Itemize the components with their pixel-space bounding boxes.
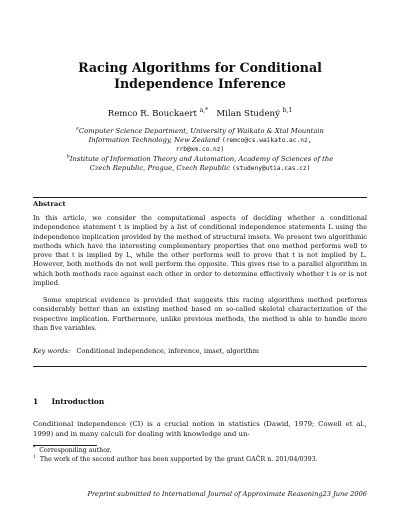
affiliation-line: Institute of Information Theory and Automation, Academy of Sciences of the — [69, 155, 334, 163]
abstract-paragraph: Some empirical evidence is provided that suggests this racing algorithms method performs considerably better than an existing method based on so-called skeletal characterization of the respective implication. Furthermore, unlike previous methods, the method is able to handle more than five variables. — [33, 296, 367, 332]
footnote-mark: 1 — [33, 454, 36, 460]
abstract-heading: Abstract — [33, 200, 66, 208]
affiliation-email: (studeny@utia.cas.cz) — [232, 165, 311, 172]
abstract-top-rule — [33, 197, 367, 198]
title-line-2: Independence Inference — [114, 76, 286, 91]
affiliation-email: rrb@xm.co.nz) — [175, 146, 225, 153]
title-line-1: Racing Algorithms for Conditional — [78, 60, 322, 75]
author-list — [40, 109, 360, 120]
keywords — [33, 347, 367, 355]
footnote — [33, 456, 367, 465]
section-title: Introduction — [51, 397, 105, 406]
section-number: 1 — [33, 397, 39, 406]
affiliation-line: Information Technology, New Zealand — [88, 136, 220, 144]
footnote-rule — [33, 445, 97, 446]
footnote-mark: * — [33, 445, 36, 451]
author-marks: a,* — [199, 107, 209, 115]
section-heading — [33, 397, 104, 406]
footnote-text: Corresponding author. — [39, 447, 112, 454]
preprint-footer: Preprint submitted to International Journal of Approximate Reasoning23 June 2006 — [87, 490, 367, 498]
keywords-text: Conditional independence, inference, imset, algorithm — [76, 347, 259, 355]
keywords-label: Key words: — [33, 347, 71, 355]
author-name: Milan Studený — [216, 109, 280, 119]
author-name: Remco R. Bouckaert — [107, 109, 197, 119]
intro-paragraph: Conditional independence (CI) is a crucial notion in statistics (Dawid, 1979; Cowell et al., 1999) and in many calculi for dealing with knowledge and un- — [33, 420, 367, 438]
affiliation-line: Czech Republic, Prague, Czech Republic — [89, 164, 230, 172]
affiliation-line: Computer Science Department, University of Waikato & Xtal Mountain — [78, 127, 324, 135]
abstract-bottom-rule — [33, 366, 367, 367]
affiliation-b — [52, 155, 348, 173]
paper-title — [40, 60, 360, 92]
abstract-paragraph: In this article, we consider the computational aspects of deciding whether a conditional independence statement t is implied by a list of conditional independence statements L using the independence implication provided by the method of structural imsets. We present two algorithmic methods which have the interesting complementary properties that one method performs well to prove that t is implied by L, while the other performs well to prove that t is not implied by L. However, both methods do not well perform the opposite. This gives rise to a parallel algorithm in which both methods race against each other in order to determine effectively whether t is or is not implied. — [33, 214, 367, 288]
affiliation-mark: a — [76, 126, 79, 132]
affiliation-mark: b — [66, 154, 70, 160]
affiliation-a — [52, 127, 348, 154]
footnote — [33, 447, 367, 456]
footnote-text: The work of the second author has been supported by the grant GAČR n. 201/04/0393. — [39, 456, 318, 463]
affiliation-email: (remco@cs.waikato.ac.nz, — [221, 137, 312, 144]
author-marks: b,1 — [282, 107, 293, 115]
